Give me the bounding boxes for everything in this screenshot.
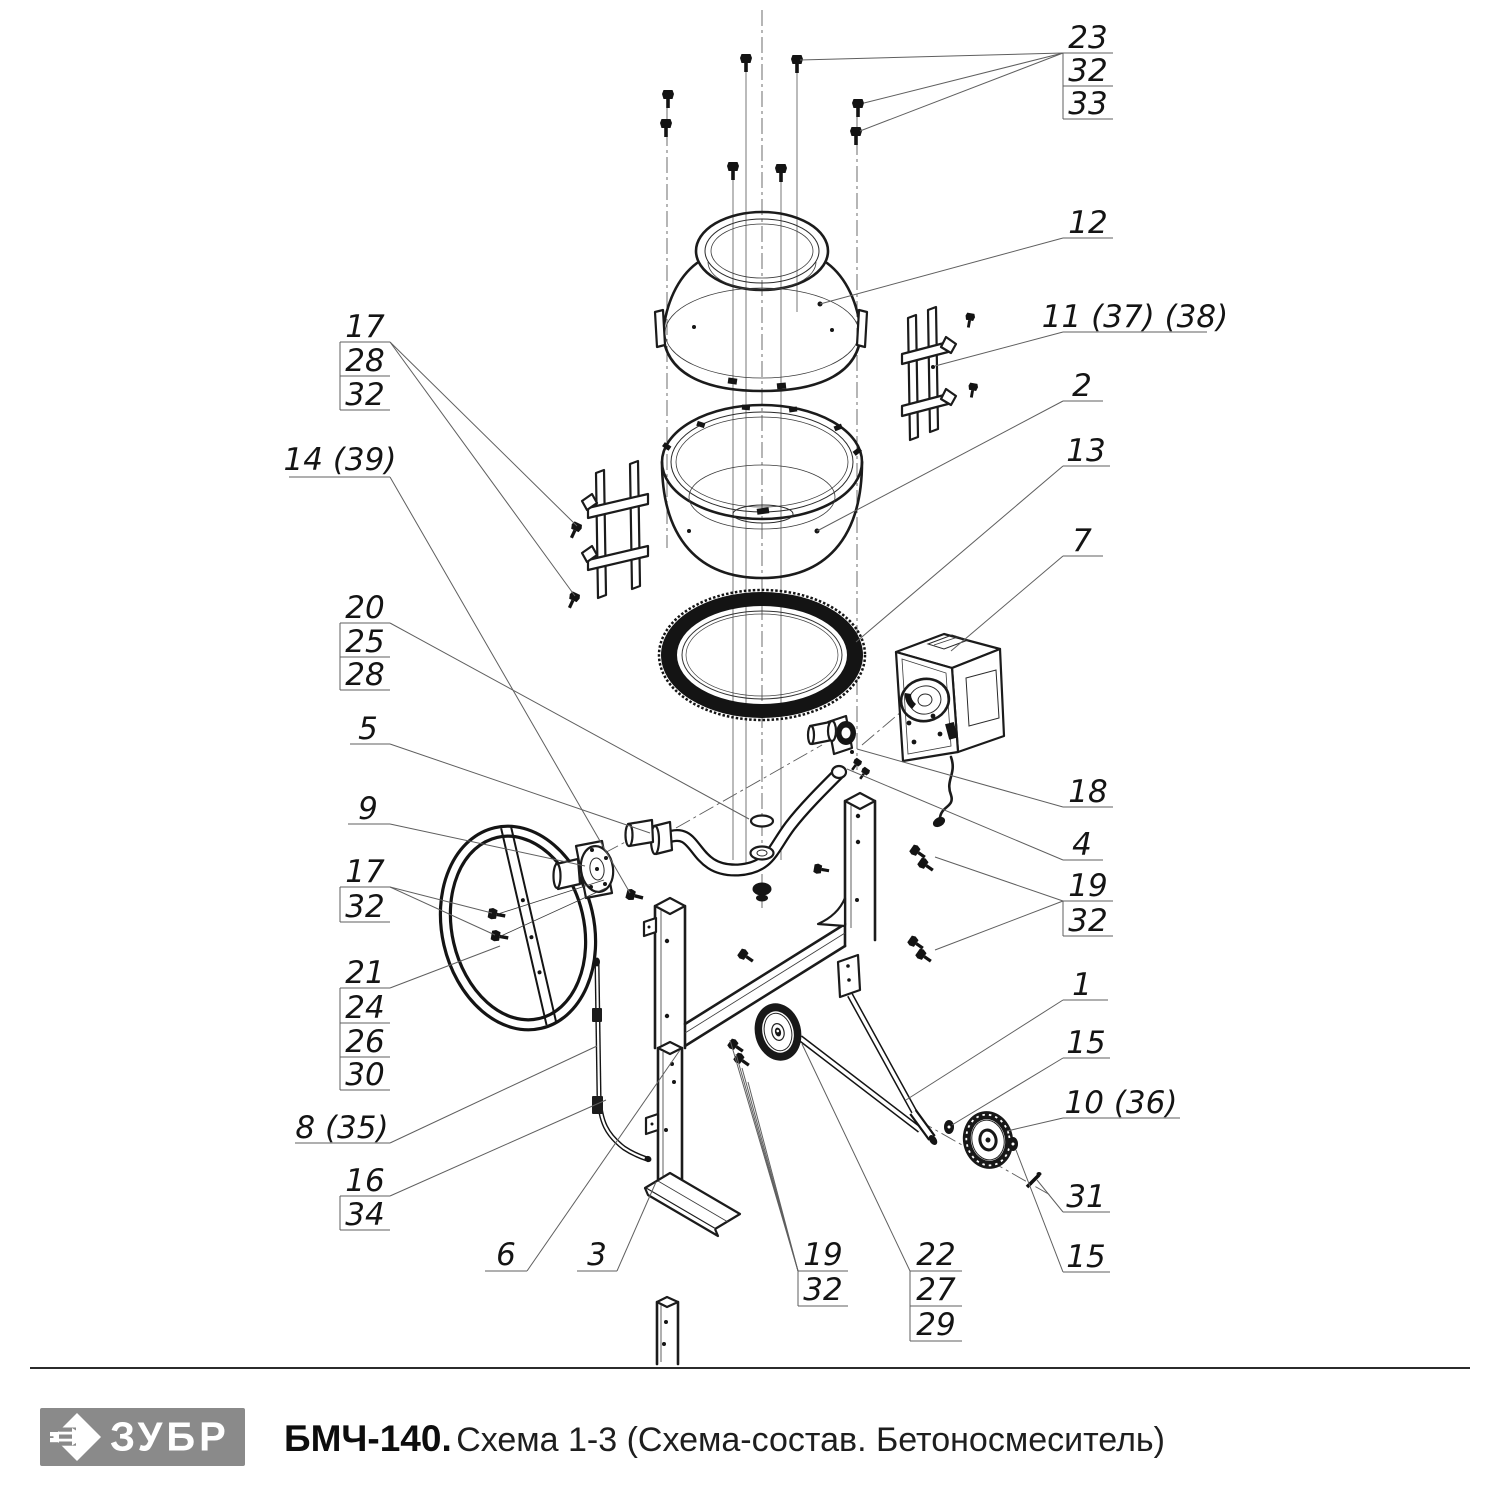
drum-top-half <box>655 212 867 391</box>
transport-wheel <box>944 1106 1042 1187</box>
callout-1: 1 <box>1072 967 1092 1003</box>
scheme-subtitle: Схема 1-3 (Схема-состав. Бетоносмеситель) <box>456 1421 1165 1459</box>
callout-14: 14 (39) <box>283 442 397 478</box>
callout-2: 2 <box>1072 368 1092 404</box>
callout-3: 3 <box>587 1237 607 1273</box>
callout-11: 11 (37) (38) <box>1041 299 1229 335</box>
callout-19: 19 <box>1068 868 1108 904</box>
callout-21: 21 <box>345 955 385 991</box>
callout-6: 6 <box>496 1237 516 1273</box>
callout-8: 8 (35) <box>295 1110 389 1146</box>
motor-housing <box>896 634 1004 829</box>
handle-rod <box>592 958 652 1164</box>
callout-7: 7 <box>1072 523 1092 559</box>
callout-28: 28 <box>345 343 385 379</box>
callout-labels <box>284 20 1229 1343</box>
callout-17: 17 <box>345 309 385 345</box>
footer-divider <box>30 1367 1470 1369</box>
callout-32: 32 <box>1068 53 1108 89</box>
callout-15: 15 <box>1066 1025 1106 1061</box>
model-number: БМЧ-140. <box>284 1418 452 1459</box>
brand-logo <box>40 1408 245 1466</box>
support-wheel <box>749 998 808 1065</box>
mount-bracket-left <box>582 461 648 598</box>
callout-26: 26 <box>345 1024 385 1060</box>
callout-10: 10 (36) <box>1064 1085 1178 1121</box>
callout-32: 32 <box>345 889 385 925</box>
leg-with-foot <box>645 1042 740 1236</box>
callout-22: 22 <box>916 1237 956 1273</box>
callout-31: 31 <box>1066 1179 1106 1215</box>
callout-4: 4 <box>1072 827 1092 863</box>
callout-15: 15 <box>1066 1239 1106 1275</box>
callout-28: 28 <box>345 657 385 693</box>
callout-17: 17 <box>345 854 385 890</box>
brand-icon <box>50 1410 104 1464</box>
callout-12: 12 <box>1068 205 1108 241</box>
callout-32: 32 <box>345 377 385 413</box>
callout-27: 27 <box>916 1272 956 1308</box>
short-leg <box>657 1297 678 1364</box>
callout-boxes <box>289 53 1207 1341</box>
callout-32: 32 <box>803 1272 843 1308</box>
callout-25: 25 <box>345 624 385 660</box>
callout-24: 24 <box>345 990 385 1026</box>
support-arm <box>626 766 847 870</box>
callout-30: 30 <box>345 1057 385 1093</box>
callout-33: 33 <box>1068 86 1108 122</box>
callout-29: 29 <box>916 1307 956 1343</box>
mount-bracket-right <box>902 307 956 440</box>
callout-20: 20 <box>345 590 385 626</box>
callout-16: 16 <box>345 1163 385 1199</box>
brand-name: ЗУБР <box>110 1414 230 1460</box>
callout-32: 32 <box>1068 903 1108 939</box>
pinion-assembly <box>808 716 856 754</box>
callout-19: 19 <box>803 1237 843 1273</box>
callout-9: 9 <box>358 791 378 827</box>
callout-18: 18 <box>1068 774 1108 810</box>
callout-5: 5 <box>358 711 378 747</box>
hub-flange <box>554 841 617 898</box>
callout-23: 23 <box>1068 20 1108 56</box>
callout-34: 34 <box>345 1197 385 1233</box>
towbar <box>800 955 939 1147</box>
drawing-title <box>284 1418 1165 1460</box>
callout-13: 13 <box>1066 433 1106 469</box>
